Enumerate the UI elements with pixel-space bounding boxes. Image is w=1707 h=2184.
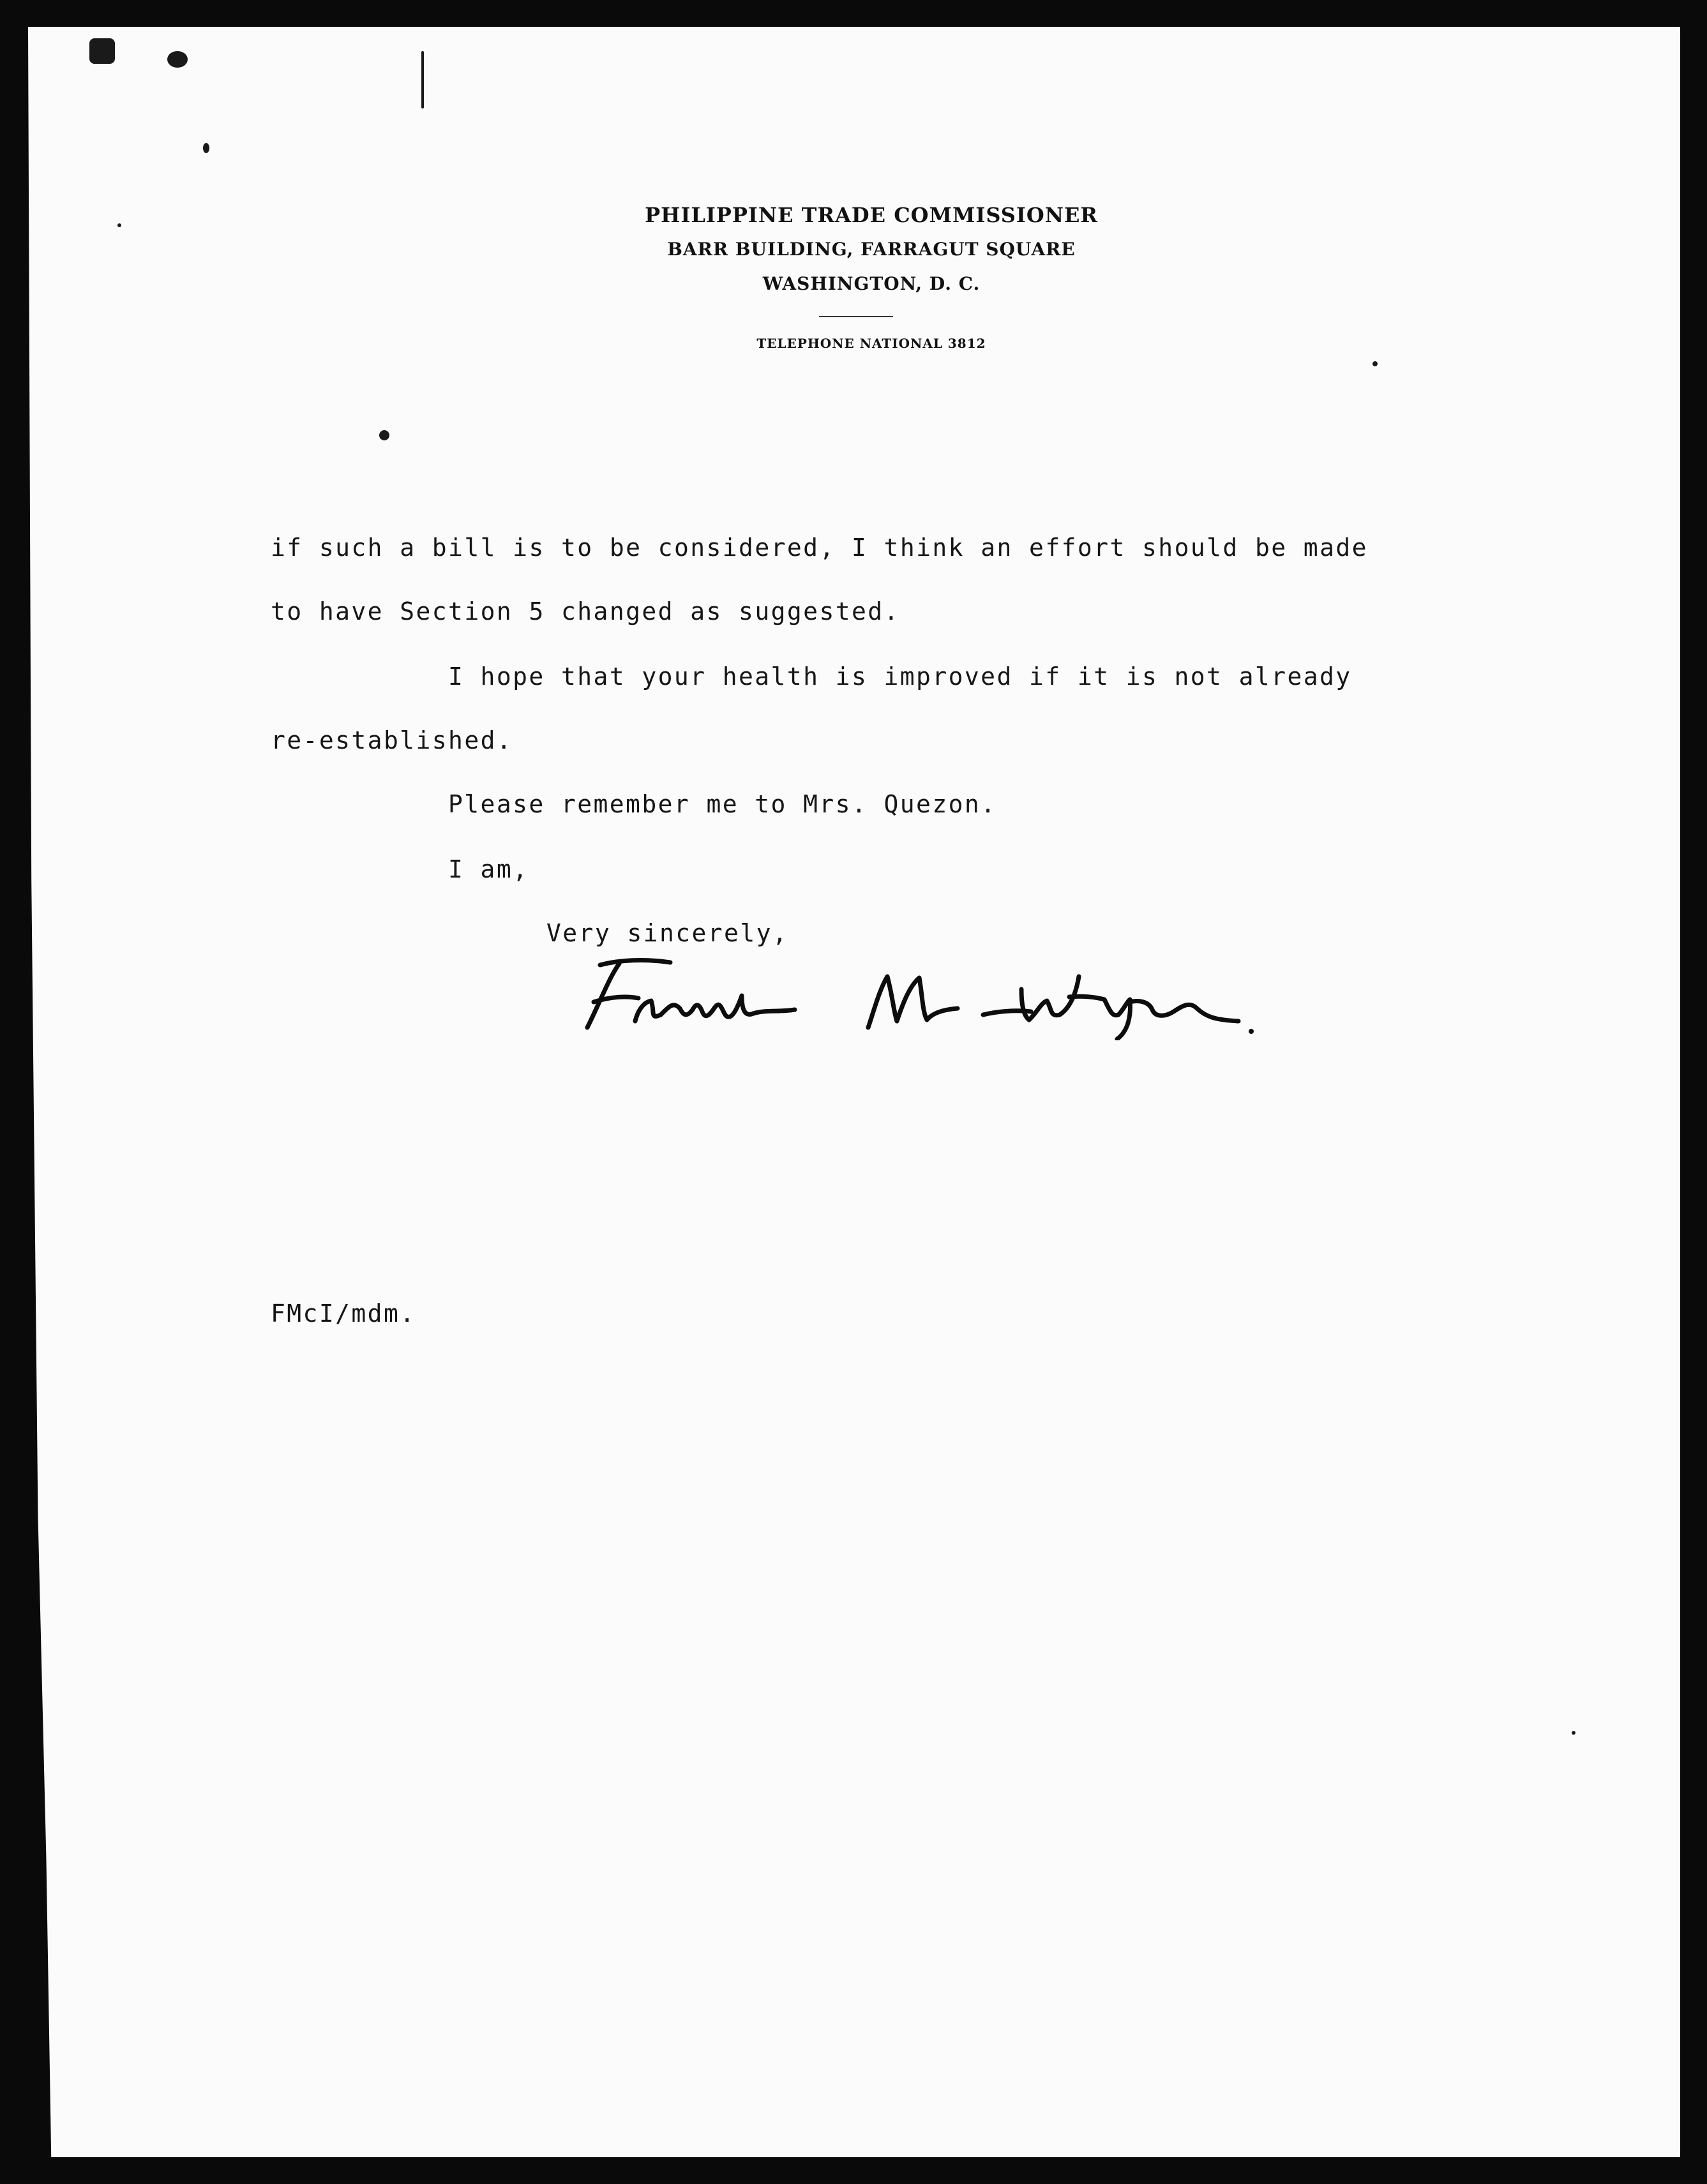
scan-speck xyxy=(203,143,209,153)
scan-speck xyxy=(379,430,389,440)
letterhead-divider xyxy=(819,316,893,317)
body-line-6: I am, xyxy=(448,855,529,883)
complimentary-close: Very sincerely, xyxy=(546,919,789,947)
body-line-5: Please remember me to Mrs. Quezon. xyxy=(448,790,997,818)
handwritten-signature xyxy=(575,951,1270,1040)
letterhead-address-line1: BARR BUILDING, FARRAGUT SQUARE xyxy=(667,239,1076,260)
scan-speck xyxy=(89,38,115,64)
body-line-1: if such a bill is to be considered, I think an effort should be made xyxy=(271,534,1368,562)
body-line-2: to have Section 5 changed as suggested. xyxy=(271,597,900,625)
body-line-4: re-established. xyxy=(271,726,513,754)
scan-speck xyxy=(421,51,424,108)
body-line-3: I hope that your health is improved if it is not already xyxy=(448,662,1352,691)
scan-speck xyxy=(167,51,188,68)
letterhead-address-line2: WASHINGTON, D. C. xyxy=(762,273,981,294)
scan-speck xyxy=(1572,1731,1575,1735)
letterhead-telephone: TELEPHONE NATIONAL 3812 xyxy=(756,336,986,351)
scan-speck xyxy=(1372,361,1378,366)
letterhead-organization: PHILIPPINE TRADE COMMISSIONER xyxy=(645,203,1098,227)
reference-initials: FMcI/mdm. xyxy=(271,1299,416,1328)
scan-speck xyxy=(117,223,121,227)
